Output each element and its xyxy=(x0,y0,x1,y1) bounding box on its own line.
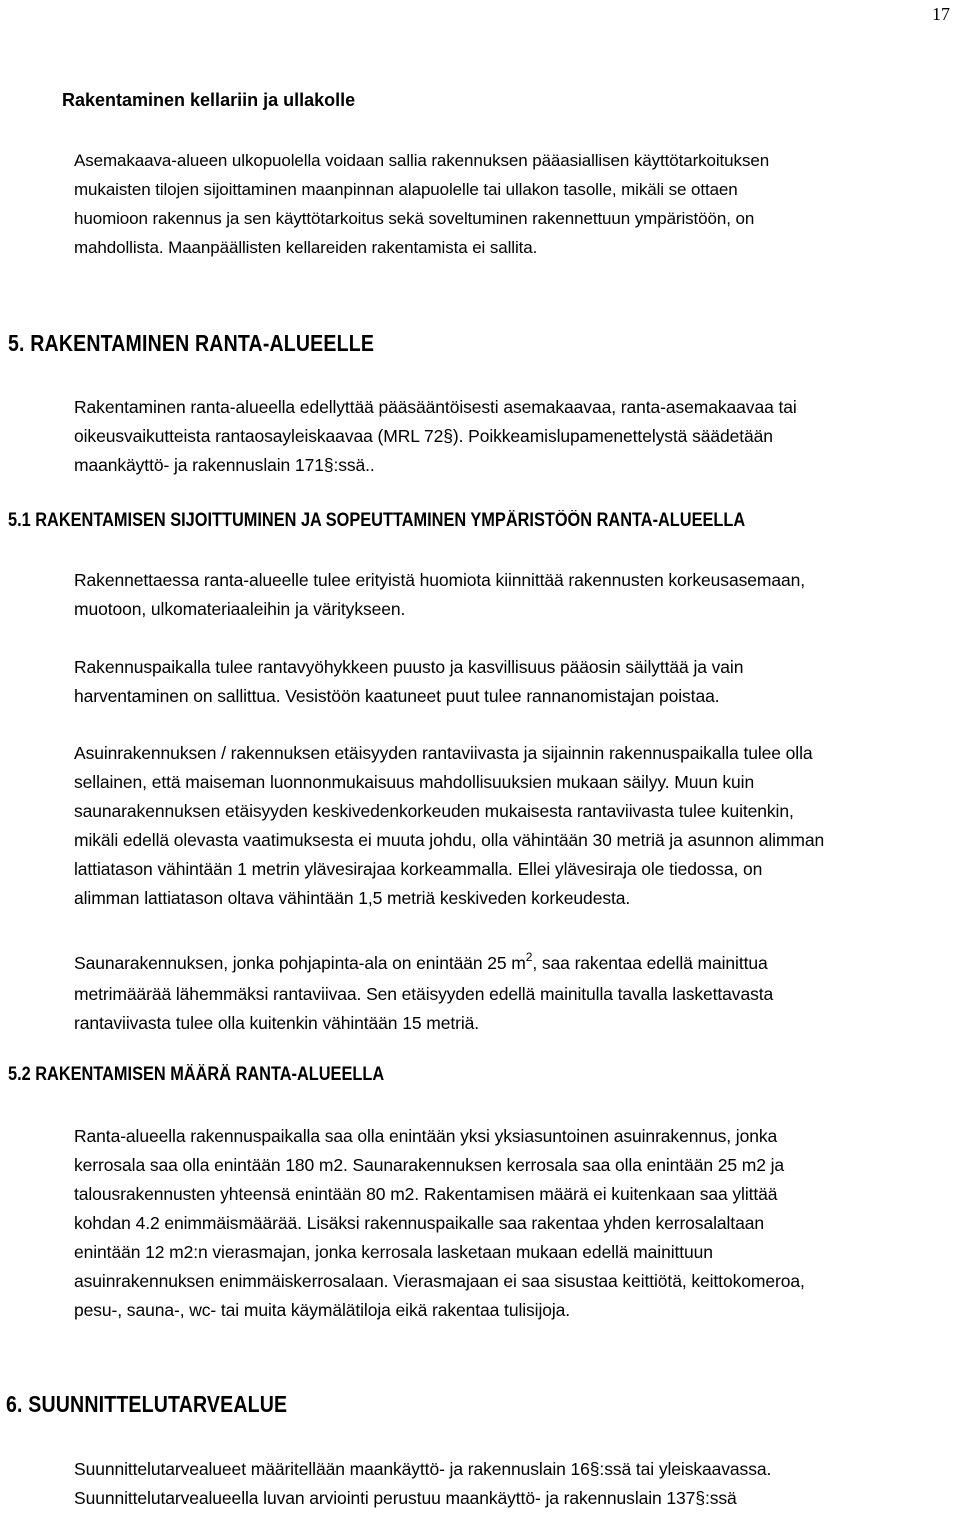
text-line: Suunnittelutarvealueet määritellään maankäyttö- ja rakennuslain 16§:ssä tai yleiskaavassa. xyxy=(74,1459,772,1479)
heading-section-5: 5. RAKENTAMINEN RANTA-ALUEELLE xyxy=(8,330,375,356)
text-line: mukaisten tilojen sijoittaminen maanpinnan alapuolelle tai ullakon tasolle, mikäli se ottaen xyxy=(74,180,738,199)
paragraph-section-5-2 xyxy=(74,1122,805,1325)
heading-kellari: Rakentaminen kellariin ja ullakolle xyxy=(62,90,356,110)
text-line: Rakennettaessa ranta-alueelle tulee erityistä huomiota kiinnittää rakennusten korkeusasemaan, xyxy=(74,570,805,590)
superscript: 2 xyxy=(525,950,533,964)
text-line: maankäyttö- ja rakennuslain 171§:ssä.. xyxy=(74,455,375,475)
text-line: Rakentaminen ranta-alueella edellyttää pääsääntöisesti asemakaavaa, ranta-asemakaavaa tai xyxy=(74,397,797,417)
text-line: harventaminen on sallittua. Vesistöön kaatuneet puut tulee rannanomistajan poistaa. xyxy=(74,686,720,706)
text-line: Asemakaava-alueen ulkopuolella voidaan sallia rakennuksen pääasiallisen käyttötarkoituksen xyxy=(74,151,770,170)
text-line: enintään 12 m2:n vierasmajan, jonka kerrosala lasketaan mukaan edellä mainittuun xyxy=(74,1242,713,1262)
text-line xyxy=(74,949,773,980)
text-line: sellainen, että maiseman luonnonmukaisuus mahdollisuuksien mukaan säilyy. Muun kuin xyxy=(74,772,755,792)
text-line: huomioon rakennus ja sen käyttötarkoitus sekä soveltuminen rakennettuun ympäristöön, on xyxy=(74,209,755,228)
text-line: pesu-, sauna-, wc- tai muita käymälätiloja eikä rakentaa tulisijoja. xyxy=(74,1300,571,1320)
text-line: metrimäärää lähemmäksi rantaviivaa. Sen etäisyyden edellä mainitulla tavalla laskettavasta xyxy=(74,984,774,1004)
paragraph-5-1-d xyxy=(74,949,773,1038)
text-line: Ranta-alueella rakennuspaikalla saa olla enintään yksi yksiasuntoinen asuinrakennus, jonka xyxy=(74,1126,778,1146)
paragraph-5-1-c xyxy=(74,739,824,913)
heading-section-5-1: 5.1 RAKENTAMISEN SIJOITTUMINEN JA SOPEUTTAMINEN YMPÄRISTÖÖN RANTA-ALUEELLA xyxy=(8,510,746,531)
text-line: rantaviivasta tulee olla kuitenkin vähintään 15 metriä. xyxy=(74,1013,480,1033)
paragraph-5-1-a xyxy=(74,566,805,624)
text-line: saunarakennuksen etäisyyden keskivedenkorkeuden mukaisesta rantaviivasta tulee kuitenkin, xyxy=(74,801,794,821)
text-segment: Saunarakennuksen, jonka pohjapinta-ala on enintään 25 m xyxy=(74,953,526,973)
paragraph-section-5 xyxy=(74,393,797,480)
heading-section-6: 6. SUUNNITTELUTARVEALUE xyxy=(6,1391,288,1417)
text-line: talousrakennusten yhteensä enintään 80 m2. Rakentamisen määrä ei kuitenkaan saa ylittää xyxy=(74,1184,778,1204)
text-line: mikäli edellä olevasta vaatimuksesta ei muuta johdu, olla vähintään 30 metriä ja asunnon alimman xyxy=(74,830,825,850)
text-line: alimman lattiatason oltava vähintään 1,5 metriä keskiveden korkeudesta. xyxy=(74,888,631,908)
text-line: kohdan 4.2 enimmäismäärää. Lisäksi rakennuspaikalle saa rakentaa yhden kerrosalaltaan xyxy=(74,1213,764,1233)
text-segment: , saa rakentaa edellä mainittua xyxy=(532,953,768,973)
text-line: asuinrakennuksen enimmäiskerrosalaan. Vierasmajaan ei saa sisustaa keittiötä, keittokomeroa, xyxy=(74,1271,805,1291)
paragraph-section-6 xyxy=(74,1455,771,1513)
paragraph-5-1-b xyxy=(74,653,743,711)
text-line: kerrosala saa olla enintään 180 m2. Saunarakennuksen kerrosala saa olla enintään 25 m2 ja xyxy=(74,1155,785,1175)
page-number: 17 xyxy=(932,4,950,24)
text-line: oikeusvaikutteista rantaosayleiskaavaa (MRL 72§). Poikkeamislupamenettelystä säädetään xyxy=(74,426,773,446)
text-line: Rakennuspaikalla tulee rantavyöhykkeen puusto ja kasvillisuus pääosin säilyttää ja vain xyxy=(74,657,744,677)
paragraph-kellari xyxy=(74,146,769,262)
heading-section-5-2: 5.2 RAKENTAMISEN MÄÄRÄ RANTA-ALUEELLA xyxy=(8,1064,385,1085)
text-line: muotoon, ulkomateriaaleihin ja väritykseen. xyxy=(74,599,406,619)
text-line: lattiatason vähintään 1 metrin ylävesirajaa korkeammalla. Ellei ylävesiraja ole tiedossa, on xyxy=(74,859,763,879)
text-line: Suunnittelutarvealueella luvan arviointi perustuu maankäyttö- ja rakennuslain 137§:ssä xyxy=(74,1488,737,1508)
text-line: mahdollista. Maanpäällisten kellareiden rakentamista ei sallita. xyxy=(74,238,538,257)
text-line: Asuinrakennuksen / rakennuksen etäisyyden rantaviivasta ja sijainnin rakennuspaikalla tulee olla xyxy=(74,743,813,763)
